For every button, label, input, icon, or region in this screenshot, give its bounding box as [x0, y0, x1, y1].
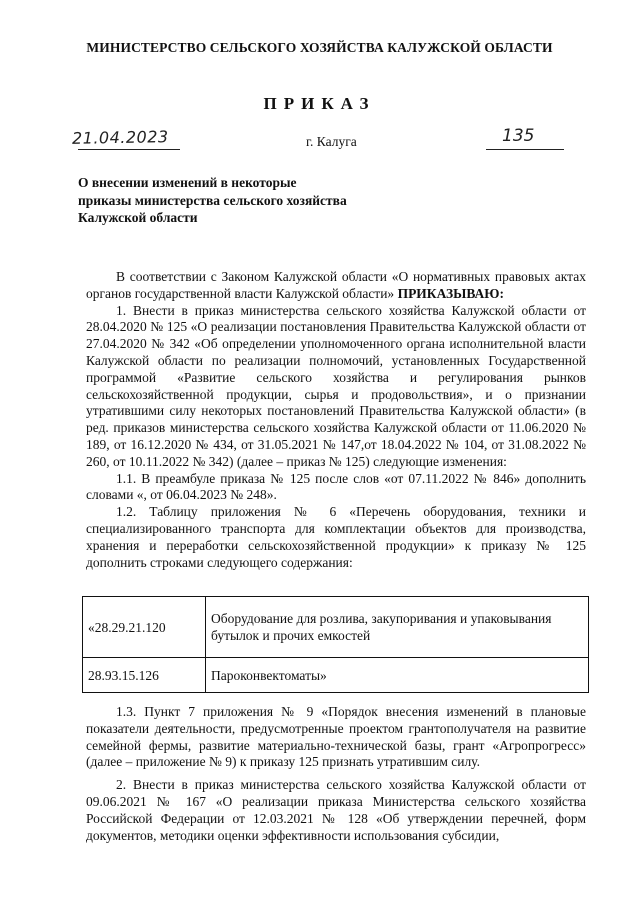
number-underline: [486, 149, 564, 150]
order-body-continued: [86, 704, 586, 844]
date-underline: [78, 149, 180, 150]
subject-line: приказы министерства сельского хозяйства: [78, 192, 347, 208]
paragraph-1-2: 1.2. Таблицу приложения № 6 «Перечень оборудования, техники и специализированного транспорта для комплектации объектов для производства, хранения и переработки сельскохозяйственной продукции» к приказу № 125 дополнить строками следующего содержания:: [86, 504, 586, 570]
city: г. Калуга: [306, 134, 357, 149]
subject-line: Калужской области: [78, 210, 198, 225]
table-row: [83, 658, 589, 693]
paragraph-1-3: 1.3. Пункт 7 приложения № 9 «Порядок внесения изменений в плановые показатели деятельности, предусмотренные проектом грантополучателя на развитие семейной фермы, развитие материально-технической базы, грант «Агропрогресс» (далее – приложение № 9) к приказу 125 признать утратившим силу.: [86, 704, 586, 770]
subject-line: О внесении изменений в некоторые: [78, 175, 297, 190]
equipment-table: [82, 596, 589, 693]
order-keyword: ПРИКАЗЫВАЮ:: [397, 285, 504, 301]
order-body: [86, 269, 586, 571]
paragraph-1: 1. Внести в приказ министерства сельского хозяйства Калужской области от 28.04.2020 № 125 «О реализации постановления Правительства Калужской области от 27.04.2020 № 342 «Об определении уполномоченного органа исполнительной власти Калужской области по реализации полномочий, установленных Государственной программой «Развитие сельского хозяйства и регулирования рынков сельскохозяйственной продукции, сырья и продовольствия», и о признании утратившими силу некоторых постановлений Правительства Калужской области» (в ред. приказов министерства сельского хозяйства Калужской области от 11.06.2020 № 189, от 16.12.2020 № 434, от 31.05.2021 № 147,от 18.04.2022 № 104, от 31.08.2022 № 260, от 10.11.2022 № 342) (далее – приказ № 125) следующие изменения:: [86, 302, 586, 469]
preamble: [86, 269, 586, 303]
handwritten-number: 135: [502, 126, 535, 146]
paragraph-2: 2. Внести в приказ министерства сельского хозяйства Калужской области от 09.06.2021 № 167 «О реализации приказа Министерства сельского хозяйства Российской Федерации от 12.03.2021 № 128 «Об утверждении перечней, форм документов, методики оценки эффективности использования субсидии,: [86, 777, 586, 843]
order-title: ПРИКАЗ: [263, 94, 376, 113]
preamble-text: В соответствии с Законом Калужской области «О нормативных правовых актах органов государственной власти Калужской области»: [86, 269, 586, 301]
okpd-code-cell: «28.29.21.120: [83, 597, 206, 658]
paragraph-1-1: 1.1. В преамбуле приказа № 125 после слов «от 07.11.2022 № 846» дополнить словами «, от 06.04.2023 № 248».: [86, 470, 586, 503]
okpd-code-cell: 28.93.15.126: [83, 658, 206, 693]
handwritten-date: 21.04.2023: [71, 127, 169, 148]
table-row: [83, 597, 589, 658]
equipment-name-cell: Пароконвектоматы»: [206, 658, 589, 693]
order-subject: [78, 174, 398, 227]
ministry-header: МИНИСТЕРСТВО СЕЛЬСКОГО ХОЗЯЙСТВА КАЛУЖСКОЙ ОБЛАСТИ: [86, 40, 553, 55]
equipment-name-cell: Оборудование для розлива, закупоривания и упаковывания бутылок и прочих емкостей: [206, 597, 589, 658]
